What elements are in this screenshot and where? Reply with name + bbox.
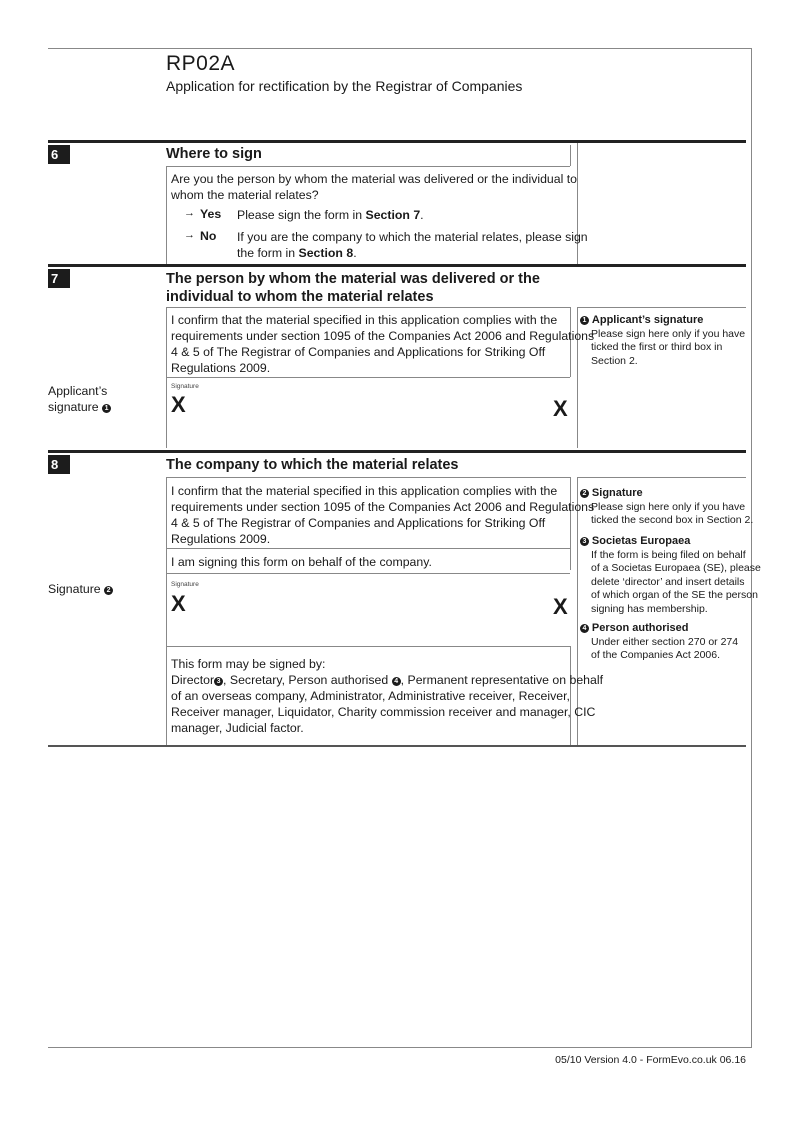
yes-desc-text: Please sign the form in <box>237 208 366 222</box>
company-signature-field[interactable] <box>167 574 570 646</box>
section-8-note-top <box>577 477 746 478</box>
option-no-desc <box>237 229 588 261</box>
signers-line-1 <box>171 672 603 688</box>
note-1-line: Section 2. <box>591 354 638 367</box>
signature-caption: Signature <box>171 581 199 588</box>
option-yes-desc <box>237 207 424 223</box>
signers-line: manager, Judicial factor. <box>171 721 304 735</box>
sign-here-x-icon: X <box>553 396 568 421</box>
section-7-rule <box>48 264 746 267</box>
note-4-icon: 4 <box>580 624 589 633</box>
note-1-line: ticked the first or third box in <box>591 341 723 353</box>
section-7-title-underline <box>166 307 570 308</box>
section-7-number: 7 <box>48 269 70 288</box>
confirm-line: I confirm that the material specified in this application complies with the <box>171 484 558 498</box>
signer-director: Director <box>171 673 215 687</box>
no-desc-line-1: If you are the company to which the material relates, please sign <box>237 230 588 244</box>
note-2-line: ticked the second box in Section 2. <box>591 514 754 526</box>
note-1-title: Applicant’s signature <box>591 314 704 326</box>
note-4-marker-icon: 4 <box>392 677 401 686</box>
no-section-ref: Section 8 <box>298 246 354 260</box>
section-6-title-underline <box>166 166 570 167</box>
yes-section-ref: Section 7 <box>365 208 421 222</box>
note-1 <box>580 314 745 368</box>
signers-intro: This form may be signed by: <box>171 657 326 671</box>
note-3-line: of which organ of the SE the person <box>591 589 758 601</box>
applicant-label-line-1: Applicant’s <box>48 384 108 398</box>
no-desc-line-2 <box>237 245 588 261</box>
signer-representative: , Permanent representative on behalf <box>400 673 603 687</box>
note-2-marker-icon: 2 <box>104 586 113 595</box>
section-6-box-right <box>570 145 571 166</box>
sign-here-x-icon: X <box>553 594 568 619</box>
form-code: RP02A <box>166 52 236 75</box>
signers-line: of an overseas company, Administrator, Administrative receiver, Receiver, <box>171 689 570 703</box>
applicant-signature-field[interactable] <box>167 378 570 448</box>
note-3-body <box>580 549 761 617</box>
section-8-rule <box>48 450 746 453</box>
confirm-line: Regulations 2009. <box>171 532 271 546</box>
note-3-icon: 3 <box>580 537 589 546</box>
section-6-title: Where to sign <box>166 146 262 162</box>
confirm-line: requirements under section 1095 of the Companies Act 2006 and Regulations <box>171 329 595 343</box>
note-3-line: If the form is being filed on behalf <box>591 548 746 561</box>
signer-secretary-authorised: , Secretary, Person authorised <box>223 673 389 687</box>
applicant-label-line-2 <box>48 399 111 415</box>
section-7-title-line-1: The person by whom the material was delivered or the <box>166 271 540 287</box>
section-7-title-line-2: individual to whom the material relates <box>166 289 434 305</box>
note-4-heading <box>580 622 738 636</box>
arrow-icon: → <box>184 207 195 219</box>
note-2-heading <box>580 487 753 501</box>
signature-field-underline <box>166 646 570 647</box>
section-7-note-top <box>577 307 746 308</box>
note-3-line: of a Societas Europaea (SE), please <box>591 562 761 574</box>
section-6-box-left <box>166 166 167 264</box>
note-4 <box>580 622 738 663</box>
confirm-line: 4 & 5 of The Registrar of Companies and Applications for Striking Off <box>171 516 546 530</box>
sign-here-x-icon: X <box>171 392 186 417</box>
signers-line: Receiver manager, Liquidator, Charity commission receiver and manager, CIC <box>171 705 596 719</box>
applicant-signature-label <box>48 383 111 415</box>
note-2 <box>580 487 753 528</box>
note-3 <box>580 535 761 616</box>
note-4-line: Under either section 270 or 274 <box>591 635 739 648</box>
note-1-icon: 1 <box>580 316 589 325</box>
no-desc-pre: the form in <box>237 246 299 260</box>
section-7-title <box>166 270 540 306</box>
note-3-line: delete ‘director’ and insert details <box>591 575 745 588</box>
page-bottom-rule <box>48 1047 752 1048</box>
section-7-confirm <box>171 312 594 376</box>
confirm-line: I confirm that the material specified in this application complies with the <box>171 313 558 327</box>
arrow-icon: → <box>184 229 195 241</box>
company-label-text: Signature <box>48 582 101 596</box>
note-2-body <box>580 501 753 528</box>
note-4-body <box>580 636 738 663</box>
note-2-line: Please sign here only if you have <box>591 500 746 513</box>
note-1-line: Please sign here only if you have <box>591 327 746 340</box>
note-1-body <box>580 328 745 369</box>
question-line-1: Are you the person by whom the material was delivered or the individual to <box>171 172 578 186</box>
section-8-confirm-underline <box>166 548 570 549</box>
note-4-line: of the Companies Act 2006. <box>591 649 720 661</box>
applicant-label-text: signature <box>48 400 99 414</box>
note-2-title: Signature <box>591 487 643 499</box>
section-8-title-underline <box>166 477 570 478</box>
section-6-question <box>171 171 577 203</box>
section-8-number: 8 <box>48 455 70 474</box>
note-1-marker-icon: 1 <box>102 404 111 413</box>
no-end: . <box>353 246 357 260</box>
option-yes-label: Yes <box>200 207 222 221</box>
note-3-marker-icon: 3 <box>214 677 223 686</box>
section-8-confirm <box>171 483 594 547</box>
section-8-bottom-rule <box>48 745 746 747</box>
confirm-line: requirements under section 1095 of the Companies Act 2006 and Regulations <box>171 500 595 514</box>
signature-caption: Signature <box>171 383 199 390</box>
note-3-title: Societas Europaea <box>591 535 691 547</box>
behalf-statement: I am signing this form on behalf of the company. <box>171 555 432 569</box>
section-8-title: The company to which the material relates <box>166 457 459 473</box>
yes-end: . <box>420 208 424 222</box>
signers-list <box>171 656 603 736</box>
note-4-title: Person authorised <box>591 622 689 634</box>
sign-here-x-icon: X <box>171 591 186 616</box>
option-no-label: No <box>200 229 217 243</box>
confirm-line: Regulations 2009. <box>171 361 271 375</box>
company-signature-label <box>48 581 113 597</box>
note-3-heading <box>580 535 761 549</box>
section-6-number: 6 <box>48 145 70 164</box>
question-line-2: whom the material relates? <box>171 188 319 202</box>
note-3-line: signing has membership. <box>591 602 708 615</box>
note-1-heading <box>580 314 745 328</box>
note-2-icon: 2 <box>580 489 589 498</box>
form-title: Application for rectification by the Registrar of Companies <box>166 78 523 94</box>
section-6-rule <box>48 140 746 143</box>
page-top-rule <box>48 48 752 49</box>
footer-version: 05/10 Version 4.0 - FormEvo.co.uk 06.16 <box>555 1054 746 1066</box>
confirm-line: 4 & 5 of The Registrar of Companies and Applications for Striking Off <box>171 345 546 359</box>
